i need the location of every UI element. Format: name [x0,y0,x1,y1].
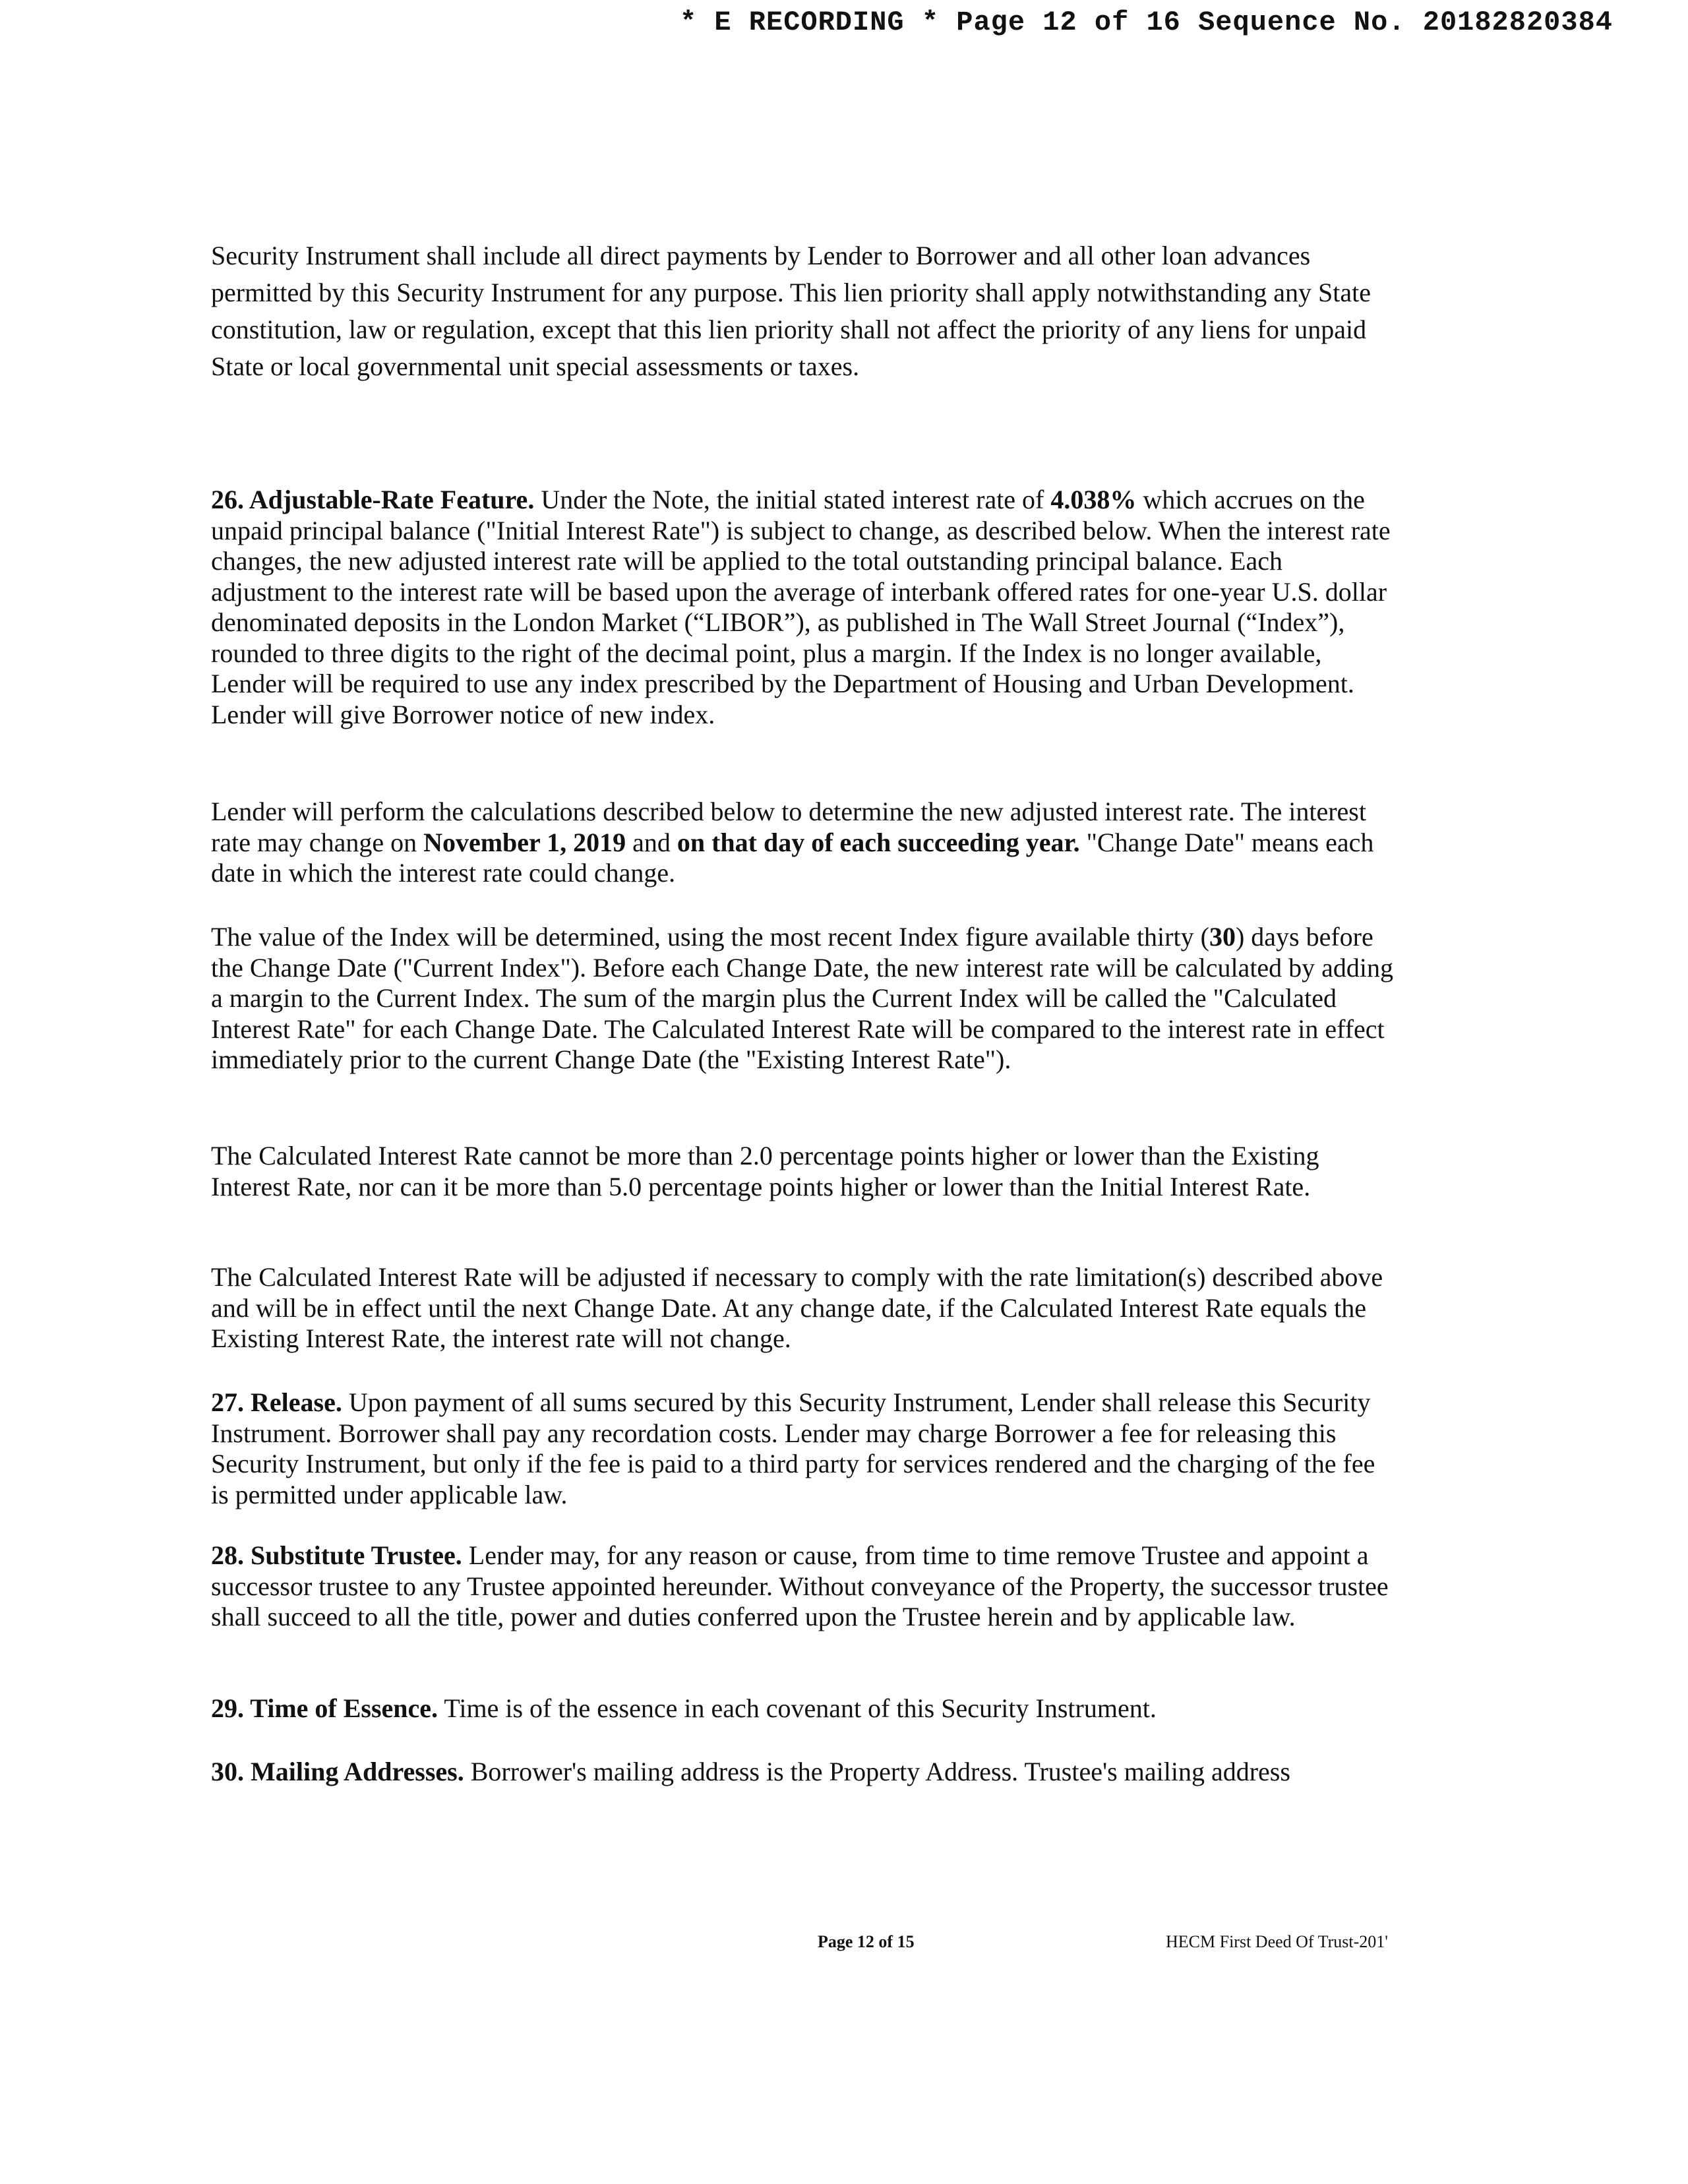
intro-text: Security Instrument shall include all direct payments by Lender to Borrower and all other loan advances permitted by this Security Instrument for any purpose. This lien priority shall apply notwithstanding any State constitution, law or regulation, except that this lien priority shall not affect the priority of any liens for unpaid State or local governmental unit special assessments or taxes. [211,241,1371,381]
recording-stamp: * E RECORDING * Page 12 of 16 Sequence No. 20182820384 [679,7,1613,38]
rate-adjustment-text: The Calculated Interest Rate will be adjusted if necessary to comply with the rate limitation(s) described above and will be in effect until the next Change Date. At any change date, if the Calculated Interest Rate equals the Existing Interest Rate, the interest rate will not change. [211,1262,1383,1353]
section-26-adjustable-rate [211,485,1398,730]
section-29-text: Time is of the essence in each covenant of this Security Instrument. [438,1693,1157,1723]
change-recurrence: on that day of each succeeding year. [677,827,1080,857]
section-28-substitute-trustee [211,1540,1398,1633]
section-29-heading: 29. Time of Essence. [211,1693,438,1723]
rate-limit-text: The Calculated Interest Rate cannot be more than 2.0 percentage points higher or lower than the Existing Interest Rate, nor can it be more than 5.0 percentage points higher or lower than the Initial Interest Rate. [211,1141,1319,1201]
rate-limit-paragraph [211,1141,1398,1202]
section-26-text-b: which accrues on the unpaid principal balance ("Initial Interest Rate") is subject to change, as described below. When the interest rate changes, the new adjusted interest rate will be applied to the total outstanding principal balance. Each adjustment to the interest rate will be based upon the average of interbank offered rates for one-year U.S. dollar denominated deposits in the London Market (“LIBOR”), as published in The Wall Street Journal (“Index”), rounded to three digits to the right of the decimal point, plus a margin. If the Index is no longer available, Lender will be required to use any index prescribed by the Department of Housing and Urban Development. Lender will give Borrower notice of new index. [211,485,1391,729]
lender-calculation-paragraph [211,797,1398,889]
lender-text-b: and [626,827,677,857]
first-change-date: November 1, 2019 [423,827,626,857]
section-27-release [211,1387,1398,1510]
section-28-text: Lender may, for any reason or cause, from time to time remove Trustee and appoint a successor trustee to any Trustee appointed hereunder. Without conveyance of the Property, the successor trustee shall succeed to all the title, power and duties conferred upon the Trustee herein and by applicable law. [211,1540,1389,1631]
lender-text-a: Lender will perform the calculations described below to determine the new adjusted interest rate. The interest rate may change on [211,797,1366,857]
section-27-text: Upon payment of all sums secured by this Security Instrument, Lender shall release this Security Instrument. Borrower shall pay any recordation costs. Lender may charge Borrower a fee for releasing this Security Instrument, but only if the fee is paid to a third party for services rendered and the charging of the fee is permitted under applicable law. [211,1387,1375,1509]
section-30-heading: 30. Mailing Addresses. [211,1757,464,1786]
section-26-heading: 26. Adjustable-Rate Feature. [211,485,535,514]
section-30-text: Borrower's mailing address is the Property Address. Trustee's mailing address [464,1757,1290,1786]
initial-rate: 4.038% [1050,485,1137,514]
section-28-heading: 28. Substitute Trustee. [211,1540,462,1570]
index-value-paragraph [211,922,1398,1076]
index-text-a: The value of the Index will be determined, using the most recent Index figure available thirty ( [211,922,1209,952]
section-27-heading: 27. Release. [211,1387,342,1417]
lender-text-c: "Change Date" means each date in which the interest rate could change. [211,827,1374,888]
footer-document-title: HECM First Deed Of Trust-201' [1166,1932,1388,1951]
section-26-text-a: Under the Note, the initial stated interest rate of [534,485,1051,514]
rate-adjustment-paragraph [211,1262,1398,1354]
intro-paragraph [211,237,1398,385]
section-30-mailing-addresses [211,1757,1398,1788]
index-text-b: ) days before the Change Date ("Current Index"). Before each Change Date, the new interest rate will be calculated by adding a margin to the Current Index. The sum of the margin plus the Current Index will be called the "Calculated Interest Rate" for each Change Date. The Calculated Interest Rate will be compared to the interest rate in effect immediately prior to the current Change Date (the "Existing Interest Rate"). [211,922,1394,1074]
footer-page-number: Page 12 of 15 [818,1932,915,1951]
lookback-days: 30 [1209,922,1236,952]
section-29-time-of-essence [211,1693,1398,1724]
